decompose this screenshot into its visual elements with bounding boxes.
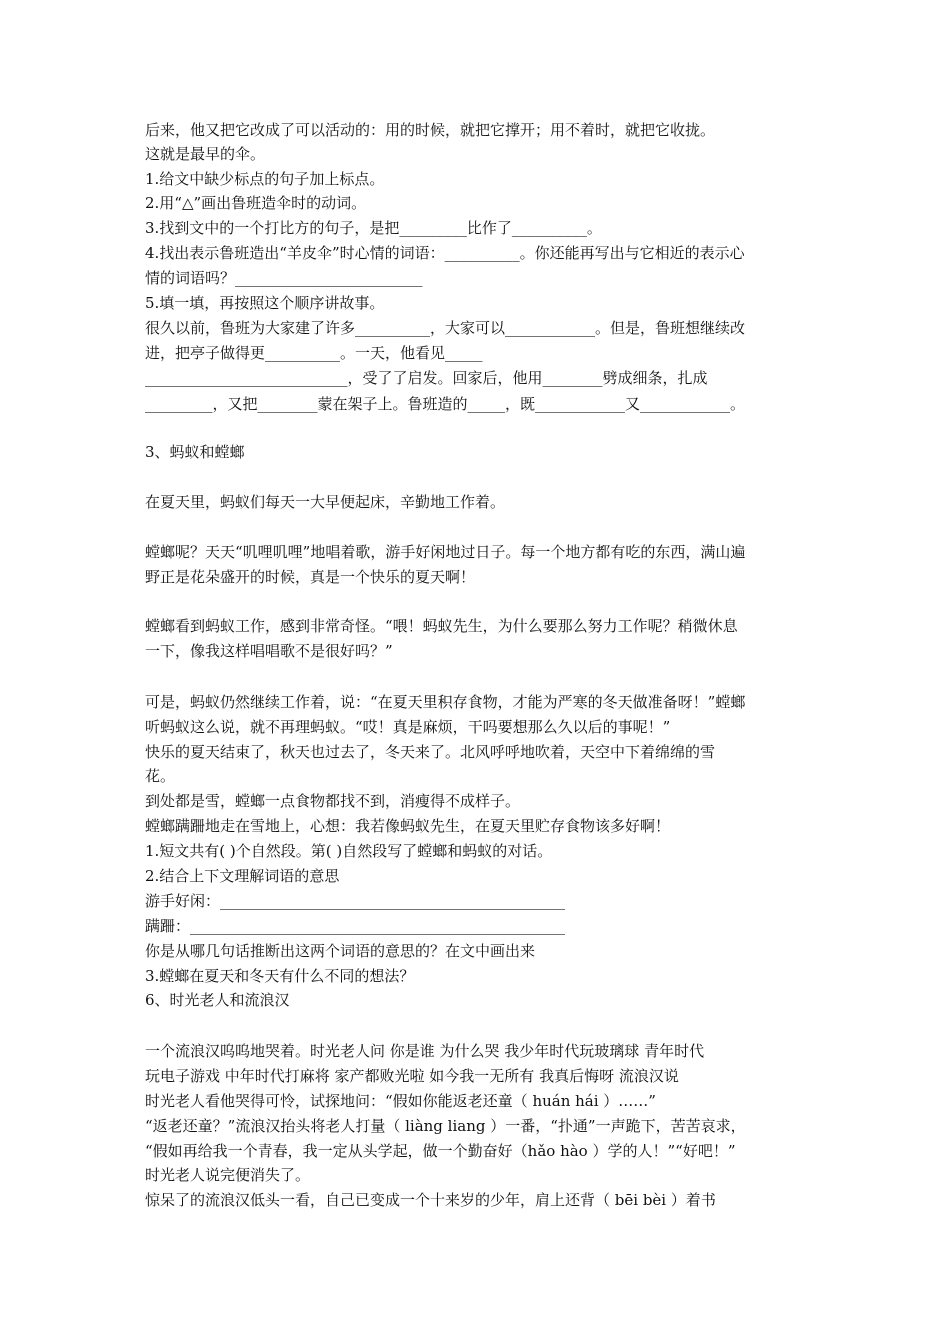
time-line-7: 惊呆了的流浪汉低头一看，自己已变成一个十来岁的少年，肩上还背（ bēi bèi ）着书 (145, 1191, 716, 1209)
umbrella-fill-3: ___________________________，受了了启发。回家后，他用________劈成细条，扎成 (145, 369, 708, 387)
umbrella-question-4b: 情的词语吗？_________________________ (145, 269, 423, 287)
time-line-6: 时光老人说完便消失了。 (145, 1166, 311, 1184)
ant-paragraph-2a: 螳螂呢？天天“叽哩叽哩”地唱着歌，游手好闲地过日子。每一个地方都有吃的东西，满山遍 (145, 543, 746, 561)
umbrella-question-2: 2.用“△”画出鲁班造伞时的动词。 (145, 194, 367, 212)
umbrella-question-4a: 4.找出表示鲁班造出“羊皮伞”时心情的词语：__________。你还能再写出与它相近的表示心 (145, 244, 745, 262)
ant-paragraph-3b: 一下，像我这样唱唱歌不是很好吗？” (145, 642, 393, 660)
umbrella-fill-2: 进，把亭子做得更__________。一天，他看见_____ (145, 344, 483, 362)
ant-question-3: 3.螳螂在夏天和冬天有什么不同的想法？ (145, 967, 415, 985)
umbrella-line-2: 这就是最早的伞。 (145, 145, 266, 163)
ant-paragraph-5b: 花。 (145, 767, 176, 785)
ant-word-1: 游手好闲：______________________________________________ (145, 892, 566, 910)
ant-paragraph-2b: 野正是花朵盛开的时候，真是一个快乐的夏天啊！ (145, 568, 476, 586)
ant-paragraph-7: 螳螂蹒跚地走在雪地上，心想：我若像蚂蚁先生，在夏天里贮存食物该多好啊！ (145, 817, 671, 835)
ant-paragraph-6: 到处都是雪，螳螂一点食物都找不到，消瘦得不成样子。 (145, 792, 521, 810)
time-line-5: “假如再给我一个青春，我一定从头学起，做一个勤奋好（hǎo hào ）学的人！”“好吧！” (145, 1142, 736, 1160)
ant-paragraph-1: 在夏天里，蚂蚁们每天一大早便起床，辛勤地工作着。 (145, 493, 506, 511)
ant-paragraph-4b: 听蚂蚁这么说，就不再理蚂蚁。“哎！真是麻烦，干吗要想那么久以后的事呢！” (145, 718, 671, 736)
umbrella-question-1: 1.给文中缺少标点的句子加上标点。 (145, 170, 385, 188)
time-title: 6、时光老人和流浪汉 (145, 991, 290, 1009)
ant-paragraph-4a: 可是，蚂蚁仍然继续工作着，说：“在夏天里积存食物，才能为严寒的冬天做准备呀！”螳螂 (145, 693, 746, 711)
umbrella-question-3: 3.找到文中的一个打比方的句子，是把_________比作了__________。 (145, 219, 602, 237)
time-line-1: 一个流浪汉呜呜地哭着。时光老人问 你是谁 为什么哭 我少年时代玩玻璃球 青年时代 (145, 1042, 705, 1060)
umbrella-fill-4: _________，又把________蒙在架子上。鲁班造的_____，既____________又____________。 (145, 395, 746, 413)
time-line-3: 时光老人看他哭得可怜，试探地问：“假如你能返老还童（ huán hái ）……” (145, 1092, 656, 1110)
ant-question-2b: 你是从哪几句话推断出这两个词语的意思的？在文中画出来 (145, 942, 536, 960)
umbrella-line-1: 后来，他又把它改成了可以活动的：用的时候，就把它撑开；用不着时，就把它收拢。 (145, 121, 716, 139)
ant-word-2: 蹒跚：__________________________________________________ (145, 917, 566, 935)
ant-title: 3、蚂蚁和螳螂 (145, 443, 245, 461)
ant-question-1: 1.短文共有( )个自然段。第( )自然段写了螳螂和蚂蚁的对话。 (145, 842, 553, 860)
umbrella-question-5: 5.填一填，再按照这个顺序讲故事。 (145, 294, 385, 312)
time-line-4: “返老还童？”流浪汉抬头将老人打量（ liàng liang ）一番，“扑通”一声跪下，苦苦哀求， (145, 1117, 746, 1135)
ant-paragraph-3a: 螳螂看到蚂蚁工作，感到非常奇怪。“喂！蚂蚁先生，为什么要那么努力工作呢？稍微休息 (145, 617, 738, 635)
ant-question-2: 2.结合上下文理解词语的意思 (145, 867, 340, 885)
umbrella-fill-1: 很久以前，鲁班为大家建了许多__________，大家可以____________。但是，鲁班想继续改 (145, 319, 746, 337)
time-line-2: 玩电子游戏 中年时代打麻将 家产都败光啦 如今我一无所有 我真后悔呀 流浪汉说 (145, 1067, 679, 1085)
ant-paragraph-5a: 快乐的夏天结束了，秋天也过去了，冬天来了。北风呼呼地吹着，天空中下着绵绵的雪 (145, 743, 716, 761)
